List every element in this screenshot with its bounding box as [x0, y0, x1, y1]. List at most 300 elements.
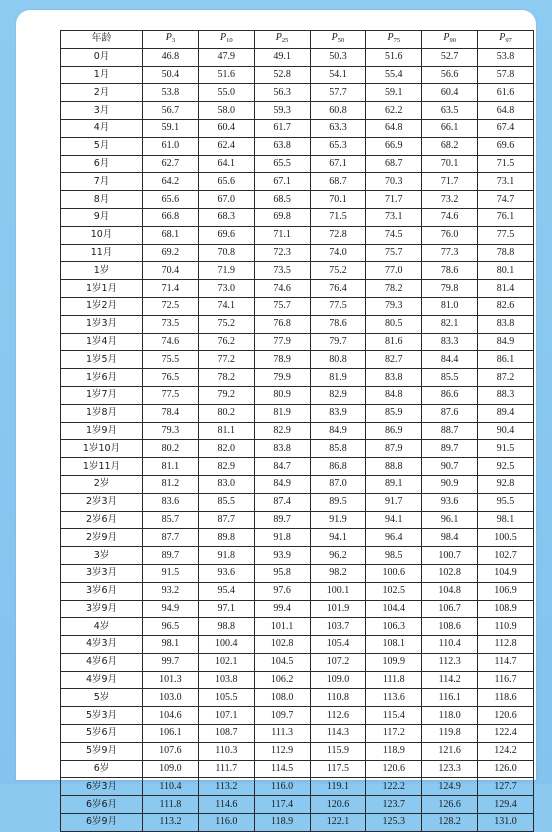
age-cell: 7月: [61, 173, 143, 191]
value-cell: 61.7: [254, 119, 310, 137]
value-cell: 81.2: [143, 475, 199, 493]
value-cell: 52.8: [254, 66, 310, 84]
header-p97: $P_{97}$: [478, 31, 534, 49]
value-cell: 104.9: [478, 564, 534, 582]
age-cell: 5岁6月: [61, 725, 143, 743]
value-cell: 112.3: [422, 653, 478, 671]
value-cell: 80.2: [143, 440, 199, 458]
value-cell: 65.3: [310, 137, 366, 155]
age-cell: 4岁6月: [61, 653, 143, 671]
value-cell: 128.2: [422, 814, 478, 832]
value-cell: 110.9: [478, 618, 534, 636]
value-cell: 100.7: [422, 547, 478, 565]
value-cell: 108.7: [198, 725, 254, 743]
value-cell: 114.3: [310, 725, 366, 743]
value-cell: 105.5: [198, 689, 254, 707]
table-header-row: [61, 31, 534, 49]
value-cell: 91.5: [478, 440, 534, 458]
value-cell: 104.8: [422, 582, 478, 600]
age-cell: 1岁5月: [61, 351, 143, 369]
value-cell: 97.6: [254, 582, 310, 600]
value-cell: 108.0: [254, 689, 310, 707]
value-cell: 122.4: [478, 725, 534, 743]
value-cell: 76.4: [310, 280, 366, 298]
value-cell: 75.5: [143, 351, 199, 369]
value-cell: 91.8: [254, 529, 310, 547]
value-cell: 78.9: [254, 351, 310, 369]
value-cell: 98.2: [310, 564, 366, 582]
value-cell: 90.9: [422, 475, 478, 493]
age-cell: 5岁9月: [61, 742, 143, 760]
value-cell: 103.0: [143, 689, 199, 707]
value-cell: 88.3: [478, 386, 534, 404]
value-cell: 102.1: [198, 653, 254, 671]
value-cell: 89.7: [254, 511, 310, 529]
table-row: [61, 102, 534, 120]
value-cell: 74.6: [254, 280, 310, 298]
value-cell: 93.9: [254, 547, 310, 565]
header-p75: $P_{75}$: [366, 31, 422, 49]
age-cell: 2岁3月: [61, 493, 143, 511]
table-row: [61, 422, 534, 440]
value-cell: 110.4: [143, 778, 199, 796]
value-cell: 99.4: [254, 600, 310, 618]
value-cell: 81.1: [143, 458, 199, 476]
value-cell: 82.9: [198, 458, 254, 476]
value-cell: 59.1: [366, 84, 422, 102]
table-row: [61, 742, 534, 760]
value-cell: 70.4: [143, 262, 199, 280]
age-cell: 3岁3月: [61, 564, 143, 582]
value-cell: 76.1: [478, 208, 534, 226]
value-cell: 125.3: [366, 814, 422, 832]
value-cell: 96.5: [143, 618, 199, 636]
table-row: [61, 600, 534, 618]
value-cell: 89.7: [143, 547, 199, 565]
age-cell: 3岁6月: [61, 582, 143, 600]
value-cell: 100.4: [198, 636, 254, 654]
age-cell: 1岁3月: [61, 315, 143, 333]
table-row: [61, 404, 534, 422]
value-cell: 114.6: [198, 796, 254, 814]
value-cell: 100.1: [310, 582, 366, 600]
table-row: [61, 707, 534, 725]
value-cell: 111.3: [254, 725, 310, 743]
value-cell: 106.7: [422, 600, 478, 618]
table-row: [61, 547, 534, 565]
value-cell: 102.5: [366, 582, 422, 600]
table-row: [61, 653, 534, 671]
table-row: [61, 529, 534, 547]
value-cell: 116.1: [422, 689, 478, 707]
value-cell: 113.2: [198, 778, 254, 796]
age-cell: 2月: [61, 84, 143, 102]
value-cell: 88.7: [422, 422, 478, 440]
value-cell: 104.5: [254, 653, 310, 671]
value-cell: 75.2: [310, 262, 366, 280]
value-cell: 106.1: [143, 725, 199, 743]
value-cell: 84.8: [366, 386, 422, 404]
table-row: [61, 226, 534, 244]
value-cell: 62.7: [143, 155, 199, 173]
value-cell: 77.0: [366, 262, 422, 280]
table-row: [61, 208, 534, 226]
table-row: [61, 458, 534, 476]
header-p50: $P_{50}$: [310, 31, 366, 49]
table-row: [61, 689, 534, 707]
value-cell: 89.8: [198, 529, 254, 547]
value-cell: 81.4: [478, 280, 534, 298]
value-cell: 91.8: [198, 547, 254, 565]
value-cell: 96.1: [422, 511, 478, 529]
value-cell: 129.4: [478, 796, 534, 814]
value-cell: 79.8: [422, 280, 478, 298]
value-cell: 71.5: [478, 155, 534, 173]
value-cell: 118.6: [478, 689, 534, 707]
value-cell: 83.9: [310, 404, 366, 422]
value-cell: 98.8: [198, 618, 254, 636]
table-row: [61, 262, 534, 280]
value-cell: 81.9: [254, 404, 310, 422]
value-cell: 91.9: [310, 511, 366, 529]
value-cell: 51.6: [198, 66, 254, 84]
value-cell: 89.7: [422, 440, 478, 458]
value-cell: 78.6: [422, 262, 478, 280]
value-cell: 46.8: [143, 48, 199, 66]
table-row: [61, 386, 534, 404]
value-cell: 52.7: [422, 48, 478, 66]
value-cell: 103.8: [198, 671, 254, 689]
value-cell: 80.1: [478, 262, 534, 280]
value-cell: 98.5: [366, 547, 422, 565]
header-p10: $P_{10}$: [198, 31, 254, 49]
value-cell: 87.4: [254, 493, 310, 511]
value-cell: 126.0: [478, 760, 534, 778]
value-cell: 73.1: [478, 173, 534, 191]
value-cell: 111.7: [198, 760, 254, 778]
document-page: [16, 10, 536, 828]
value-cell: 71.1: [254, 226, 310, 244]
value-cell: 102.8: [422, 564, 478, 582]
value-cell: 82.6: [478, 297, 534, 315]
value-cell: 95.5: [478, 493, 534, 511]
value-cell: 114.7: [478, 653, 534, 671]
value-cell: 119.8: [422, 725, 478, 743]
value-cell: 102.8: [254, 636, 310, 654]
value-cell: 68.5: [254, 191, 310, 209]
age-cell: 4岁9月: [61, 671, 143, 689]
value-cell: 113.2: [143, 814, 199, 832]
value-cell: 118.9: [254, 814, 310, 832]
value-cell: 82.7: [366, 351, 422, 369]
table-row: [61, 636, 534, 654]
value-cell: 101.3: [143, 671, 199, 689]
value-cell: 95.8: [254, 564, 310, 582]
value-cell: 64.8: [366, 119, 422, 137]
value-cell: 70.8: [198, 244, 254, 262]
value-cell: 117.5: [310, 760, 366, 778]
age-cell: 6岁9月: [61, 814, 143, 832]
value-cell: 85.7: [143, 511, 199, 529]
age-cell: 1岁8月: [61, 404, 143, 422]
value-cell: 76.0: [422, 226, 478, 244]
age-cell: 5月: [61, 137, 143, 155]
value-cell: 73.1: [366, 208, 422, 226]
value-cell: 77.2: [198, 351, 254, 369]
table-row: [61, 280, 534, 298]
age-cell: 2岁: [61, 475, 143, 493]
value-cell: 122.2: [366, 778, 422, 796]
age-cell: 1岁4月: [61, 333, 143, 351]
value-cell: 83.6: [143, 493, 199, 511]
value-cell: 83.0: [198, 475, 254, 493]
value-cell: 94.1: [310, 529, 366, 547]
table-row: [61, 48, 534, 66]
table-row: [61, 119, 534, 137]
value-cell: 109.9: [366, 653, 422, 671]
value-cell: 76.5: [143, 369, 199, 387]
value-cell: 74.1: [198, 297, 254, 315]
value-cell: 112.6: [310, 707, 366, 725]
value-cell: 73.0: [198, 280, 254, 298]
value-cell: 89.1: [366, 475, 422, 493]
value-cell: 93.6: [422, 493, 478, 511]
value-cell: 82.0: [198, 440, 254, 458]
value-cell: 96.2: [310, 547, 366, 565]
value-cell: 112.8: [478, 636, 534, 654]
age-cell: 1月: [61, 66, 143, 84]
age-cell: 5岁3月: [61, 707, 143, 725]
value-cell: 67.1: [310, 155, 366, 173]
value-cell: 74.6: [422, 208, 478, 226]
table-row: [61, 493, 534, 511]
value-cell: 107.6: [143, 742, 199, 760]
value-cell: 114.5: [254, 760, 310, 778]
age-cell: 3岁: [61, 547, 143, 565]
table-row: [61, 440, 534, 458]
value-cell: 64.2: [143, 173, 199, 191]
age-cell: 3月: [61, 102, 143, 120]
value-cell: 118.0: [422, 707, 478, 725]
age-cell: 1岁1月: [61, 280, 143, 298]
table-row: [61, 137, 534, 155]
value-cell: 78.2: [366, 280, 422, 298]
value-cell: 83.3: [422, 333, 478, 351]
value-cell: 78.8: [478, 244, 534, 262]
value-cell: 81.1: [198, 422, 254, 440]
value-cell: 75.2: [198, 315, 254, 333]
age-cell: 1岁10月: [61, 440, 143, 458]
value-cell: 116.0: [254, 778, 310, 796]
value-cell: 113.6: [366, 689, 422, 707]
value-cell: 62.4: [198, 137, 254, 155]
table-row: [61, 582, 534, 600]
value-cell: 87.9: [366, 440, 422, 458]
value-cell: 60.4: [198, 119, 254, 137]
value-cell: 122.1: [310, 814, 366, 832]
table-row: [61, 796, 534, 814]
value-cell: 116.0: [198, 814, 254, 832]
value-cell: 57.7: [310, 84, 366, 102]
value-cell: 71.9: [198, 262, 254, 280]
value-cell: 85.5: [198, 493, 254, 511]
value-cell: 66.8: [143, 208, 199, 226]
value-cell: 74.6: [143, 333, 199, 351]
table-row: [61, 191, 534, 209]
value-cell: 89.5: [310, 493, 366, 511]
age-cell: 2岁9月: [61, 529, 143, 547]
value-cell: 120.6: [366, 760, 422, 778]
value-cell: 104.6: [143, 707, 199, 725]
value-cell: 74.0: [310, 244, 366, 262]
table-row: [61, 511, 534, 529]
value-cell: 124.9: [422, 778, 478, 796]
value-cell: 76.2: [198, 333, 254, 351]
value-cell: 120.6: [310, 796, 366, 814]
value-cell: 110.4: [422, 636, 478, 654]
value-cell: 83.8: [478, 315, 534, 333]
value-cell: 117.4: [254, 796, 310, 814]
value-cell: 70.3: [366, 173, 422, 191]
table-row: [61, 244, 534, 262]
value-cell: 118.9: [366, 742, 422, 760]
value-cell: 124.2: [478, 742, 534, 760]
value-cell: 68.7: [366, 155, 422, 173]
value-cell: 92.5: [478, 458, 534, 476]
value-cell: 73.2: [422, 191, 478, 209]
value-cell: 84.9: [478, 333, 534, 351]
table-row: [61, 725, 534, 743]
value-cell: 78.2: [198, 369, 254, 387]
value-cell: 84.9: [310, 422, 366, 440]
value-cell: 88.8: [366, 458, 422, 476]
table-body: [61, 48, 534, 831]
value-cell: 82.9: [254, 422, 310, 440]
value-cell: 64.8: [478, 102, 534, 120]
value-cell: 56.6: [422, 66, 478, 84]
value-cell: 55.4: [366, 66, 422, 84]
age-cell: 1岁2月: [61, 297, 143, 315]
value-cell: 121.6: [422, 742, 478, 760]
value-cell: 90.4: [478, 422, 534, 440]
value-cell: 93.2: [143, 582, 199, 600]
value-cell: 110.3: [198, 742, 254, 760]
value-cell: 75.7: [366, 244, 422, 262]
value-cell: 106.2: [254, 671, 310, 689]
value-cell: 77.5: [143, 386, 199, 404]
table-row: [61, 564, 534, 582]
age-cell: 4月: [61, 119, 143, 137]
header-p25: $P_{25}$: [254, 31, 310, 49]
value-cell: 81.6: [366, 333, 422, 351]
value-cell: 96.4: [366, 529, 422, 547]
value-cell: 63.5: [422, 102, 478, 120]
age-cell: 5岁: [61, 689, 143, 707]
value-cell: 84.7: [254, 458, 310, 476]
value-cell: 86.8: [310, 458, 366, 476]
value-cell: 93.6: [198, 564, 254, 582]
age-cell: 6岁6月: [61, 796, 143, 814]
value-cell: 71.7: [366, 191, 422, 209]
value-cell: 50.3: [310, 48, 366, 66]
age-cell: 6岁: [61, 760, 143, 778]
value-cell: 67.4: [478, 119, 534, 137]
age-cell: 8月: [61, 191, 143, 209]
value-cell: 77.9: [254, 333, 310, 351]
value-cell: 74.5: [366, 226, 422, 244]
value-cell: 116.7: [478, 671, 534, 689]
table-row: [61, 155, 534, 173]
value-cell: 114.2: [422, 671, 478, 689]
value-cell: 80.2: [198, 404, 254, 422]
value-cell: 49.1: [254, 48, 310, 66]
age-cell: 0月: [61, 48, 143, 66]
value-cell: 86.1: [478, 351, 534, 369]
value-cell: 54.1: [310, 66, 366, 84]
value-cell: 87.7: [143, 529, 199, 547]
growth-percentile-table: [60, 30, 534, 832]
value-cell: 67.0: [198, 191, 254, 209]
value-cell: 85.9: [366, 404, 422, 422]
age-cell: 6月: [61, 155, 143, 173]
value-cell: 78.6: [310, 315, 366, 333]
table-row: [61, 778, 534, 796]
value-cell: 66.1: [422, 119, 478, 137]
age-cell: 6岁3月: [61, 778, 143, 796]
value-cell: 56.3: [254, 84, 310, 102]
age-cell: 1岁6月: [61, 369, 143, 387]
age-cell: 1岁: [61, 262, 143, 280]
value-cell: 95.4: [198, 582, 254, 600]
table-row: [61, 297, 534, 315]
age-cell: 10月: [61, 226, 143, 244]
value-cell: 99.7: [143, 653, 199, 671]
value-cell: 68.3: [198, 208, 254, 226]
value-cell: 57.8: [478, 66, 534, 84]
age-cell: 1岁9月: [61, 422, 143, 440]
value-cell: 119.1: [310, 778, 366, 796]
value-cell: 71.4: [143, 280, 199, 298]
value-cell: 65.6: [198, 173, 254, 191]
table-row: [61, 84, 534, 102]
value-cell: 58.0: [198, 102, 254, 120]
value-cell: 87.7: [198, 511, 254, 529]
value-cell: 83.8: [366, 369, 422, 387]
age-cell: 1岁11月: [61, 458, 143, 476]
value-cell: 115.4: [366, 707, 422, 725]
value-cell: 87.0: [310, 475, 366, 493]
value-cell: 60.8: [310, 102, 366, 120]
value-cell: 111.8: [143, 796, 199, 814]
value-cell: 82.1: [422, 315, 478, 333]
table-row: [61, 369, 534, 387]
value-cell: 120.6: [478, 707, 534, 725]
value-cell: 107.1: [198, 707, 254, 725]
value-cell: 74.7: [478, 191, 534, 209]
age-cell: 9月: [61, 208, 143, 226]
age-cell: 3岁9月: [61, 600, 143, 618]
value-cell: 59.3: [254, 102, 310, 120]
value-cell: 61.0: [143, 137, 199, 155]
value-cell: 87.6: [422, 404, 478, 422]
table-row: [61, 814, 534, 832]
value-cell: 73.5: [254, 262, 310, 280]
header-p90: $P_{90}$: [422, 31, 478, 49]
value-cell: 89.4: [478, 404, 534, 422]
value-cell: 80.8: [310, 351, 366, 369]
value-cell: 91.7: [366, 493, 422, 511]
value-cell: 84.4: [422, 351, 478, 369]
